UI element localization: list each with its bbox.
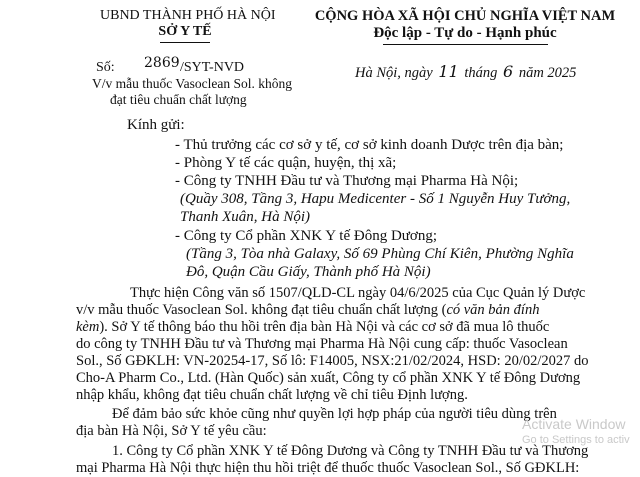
agency-parent: UBND THÀNH PHỐ HÀ NỘI [100, 8, 276, 23]
nation-title: CỘNG HÒA XÃ HỘI CHỦ NGHĨA VIỆT NAM [314, 8, 616, 24]
body-line: v/v mẫu thuốc Vasoclean Sol. không đạt tiêu chuẩn chất lượng (có văn bản đính [76, 302, 540, 318]
body-line: địa bàn Hà Nội, Sở Y tế yêu cầu: [76, 423, 267, 439]
document-number: 2869 [144, 55, 180, 71]
body-line: kèm). Sở Y tế thông báo thu hồi trên địa bàn Hà Nội và các cơ sở đã mua lô thuốc [76, 319, 550, 335]
date-day: 11 [438, 62, 459, 81]
body-line: 1. Công ty Cổ phần XNK Y tế Đông Dương và Công ty TNHH Đầu tư và Thương [112, 443, 589, 459]
date-year: năm 2025 [518, 65, 577, 81]
body-line: nhập khẩu, không đạt tiêu chuẩn chất lượng về chỉ tiêu Định lượng. [76, 387, 468, 403]
so-label: Số: [96, 60, 115, 75]
body-line: Để đảm bảo sức khỏe cũng như quyền lợi hợp pháp của người tiêu dùng trên [112, 406, 557, 422]
subject-line-1: V/v mẫu thuốc Vasoclean Sol. không [92, 76, 292, 91]
date-month: 6 [503, 62, 514, 81]
body-line: Thực hiện Công văn số 1507/QLD-CL ngày 04/6/2025 của Cục Quản lý Dược [130, 285, 586, 301]
body-line: do công ty TNHH Đầu tư và Thương mại Pharma Hà Nội cung cấp: thuốc Vasoclean [76, 336, 568, 352]
recipient-address: Đô, Quận Cầu Giấy, Thành phố Hà Nội) [186, 264, 431, 280]
motto-underline [383, 44, 548, 45]
recipient-address: Thanh Xuân, Hà Nội) [180, 209, 311, 225]
date-prefix: Hà Nội, ngày [355, 65, 433, 81]
body-line: mại Pharma Hà Nội thực hiện thu hồi triệt để thuốc thuốc Vasoclean Sol., Số GĐKLH: [76, 460, 580, 476]
recipient-address: (Tầng 3, Tòa nhà Galaxy, Số 69 Phùng Chí Kiên, Phường Nghĩa [186, 246, 574, 262]
recipient-line: - Công ty TNHH Đầu tư và Thương mại Pharma Hà Nội; [175, 173, 519, 189]
date-month-label: tháng [464, 65, 498, 81]
activation-watermark-subtitle: Go to Settings to activ [522, 434, 630, 446]
recipients-label: Kính gửi: [127, 117, 185, 133]
nation-motto: Độc lập - Tự do - Hạnh phúc [373, 25, 557, 41]
issue-date [355, 62, 576, 82]
body-line: Sol., Số GĐKLH: VN-20254-17, Số lô: F14005, NSX:21/02/2024, HSD: 20/02/2027 do [76, 353, 589, 369]
agency-name: SỞ Y TẾ [158, 24, 212, 39]
recipient-line: - Thủ trưởng các cơ sở y tế, cơ sở kinh doanh Dược trên địa bàn; [175, 137, 564, 153]
recipient-address: (Quầy 308, Tầng 3, Hapu Medicenter - Số 1 Nguyễn Huy Tưởng, [180, 191, 571, 207]
activation-watermark-title: Activate Window [522, 416, 626, 432]
recipient-line: - Phòng Y tế các quận, huyện, thị xã; [175, 155, 397, 171]
document-code: /SYT-NVD [180, 60, 245, 75]
recipient-line: - Công ty Cổ phần XNK Y tế Đông Dương; [175, 228, 438, 244]
body-line: Cho-A Pharm Co., Ltd. (Hàn Quốc) sản xuất, Công ty cổ phần XNK Y tế Đông Dương [76, 370, 581, 386]
agency-underline [160, 42, 210, 43]
subject-line-2: đạt tiêu chuẩn chất lượng [110, 92, 247, 107]
